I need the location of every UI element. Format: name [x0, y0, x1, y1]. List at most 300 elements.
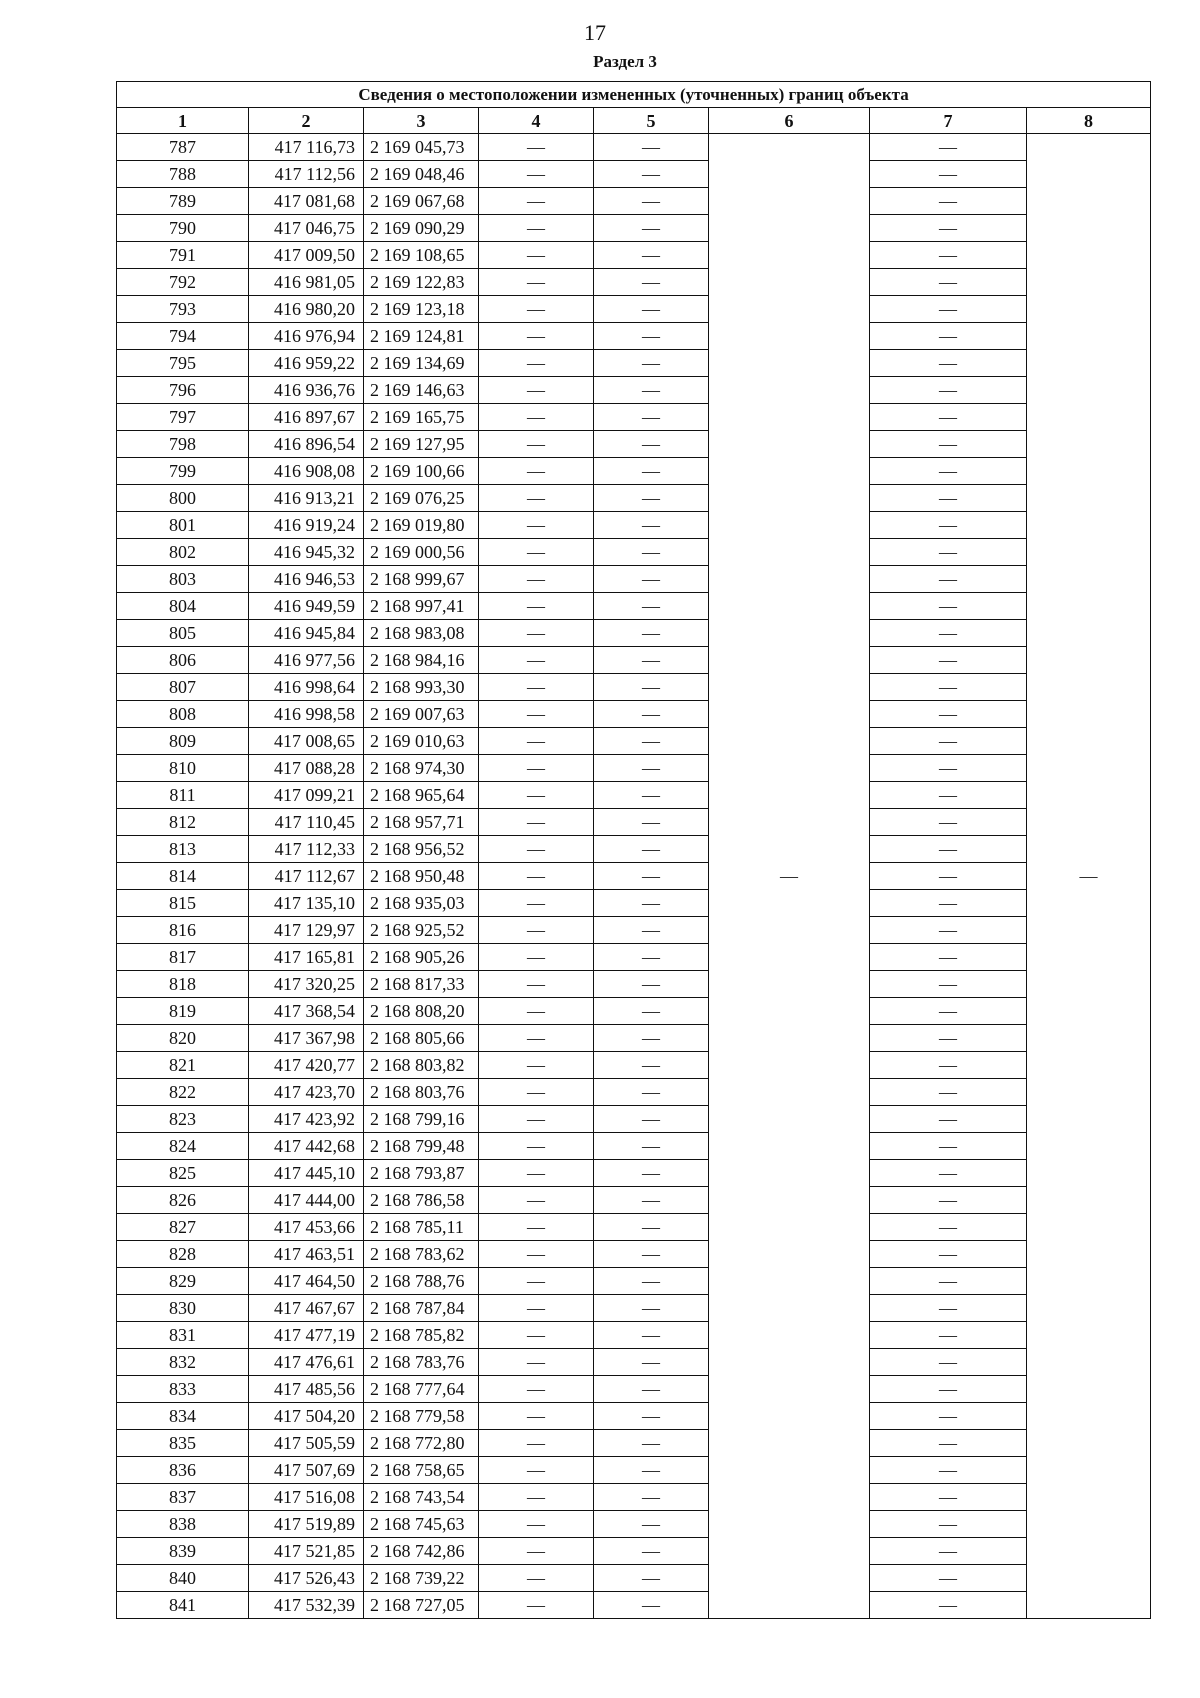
column-4-cell: — — [479, 134, 594, 161]
column-7-cell: — — [870, 1160, 1027, 1187]
point-number-cell: 829 — [117, 1268, 249, 1295]
x-coordinate-cell: 416 913,21 — [249, 485, 364, 512]
point-number-cell: 814 — [117, 863, 249, 890]
column-7-cell: — — [870, 1592, 1027, 1619]
y-coordinate-cell: 2 169 134,69 — [364, 350, 479, 377]
x-coordinate-cell: 417 420,77 — [249, 1052, 364, 1079]
column-7-cell: — — [870, 1187, 1027, 1214]
y-coordinate-cell: 2 168 788,76 — [364, 1268, 479, 1295]
column-4-cell: — — [479, 701, 594, 728]
column-5-cell: — — [594, 836, 709, 863]
table-row — [117, 1025, 1151, 1052]
point-number-cell: 834 — [117, 1403, 249, 1430]
x-coordinate-cell: 417 477,19 — [249, 1322, 364, 1349]
y-coordinate-cell: 2 168 743,54 — [364, 1484, 479, 1511]
column-7-cell: — — [870, 512, 1027, 539]
x-coordinate-cell: 417 088,28 — [249, 755, 364, 782]
column-4-cell: — — [479, 1376, 594, 1403]
column-4-cell: — — [479, 539, 594, 566]
point-number-cell: 811 — [117, 782, 249, 809]
column-7-cell: — — [870, 1430, 1027, 1457]
column-5-cell: — — [594, 1214, 709, 1241]
column-4-cell: — — [479, 1403, 594, 1430]
table-row — [117, 485, 1151, 512]
column-4-cell: — — [479, 1025, 594, 1052]
point-number-cell: 799 — [117, 458, 249, 485]
y-coordinate-cell: 2 168 983,08 — [364, 620, 479, 647]
column-5-cell: — — [594, 1349, 709, 1376]
x-coordinate-cell: 416 946,53 — [249, 566, 364, 593]
point-number-cell: 825 — [117, 1160, 249, 1187]
y-coordinate-cell: 2 169 108,65 — [364, 242, 479, 269]
table-row — [117, 1187, 1151, 1214]
column-number: 4 — [479, 108, 594, 134]
y-coordinate-cell: 2 168 993,30 — [364, 674, 479, 701]
column-5-cell: — — [594, 134, 709, 161]
column-5-cell: — — [594, 998, 709, 1025]
column-5-cell: — — [594, 485, 709, 512]
point-number-cell: 804 — [117, 593, 249, 620]
table-row — [117, 998, 1151, 1025]
table-row — [117, 620, 1151, 647]
y-coordinate-cell: 2 168 777,64 — [364, 1376, 479, 1403]
y-coordinate-cell: 2 168 803,76 — [364, 1079, 479, 1106]
table-body — [117, 134, 1151, 1619]
column-4-cell: — — [479, 188, 594, 215]
column-7-cell: — — [870, 404, 1027, 431]
column-4-cell: — — [479, 1349, 594, 1376]
column-4-cell: — — [479, 809, 594, 836]
column-4-cell: — — [479, 863, 594, 890]
table-row — [117, 944, 1151, 971]
x-coordinate-cell: 416 936,76 — [249, 377, 364, 404]
column-7-cell: — — [870, 782, 1027, 809]
column-5-cell: — — [594, 188, 709, 215]
point-number-cell: 819 — [117, 998, 249, 1025]
column-7-cell: — — [870, 1106, 1027, 1133]
point-number-cell: 790 — [117, 215, 249, 242]
point-number-cell: 797 — [117, 404, 249, 431]
point-number-cell: 824 — [117, 1133, 249, 1160]
column-7-cell: — — [870, 215, 1027, 242]
x-coordinate-cell: 417 116,73 — [249, 134, 364, 161]
table-row — [117, 782, 1151, 809]
column-5-cell: — — [594, 1295, 709, 1322]
y-coordinate-cell: 2 169 045,73 — [364, 134, 479, 161]
coordinates-table — [116, 81, 1151, 1619]
point-number-cell: 818 — [117, 971, 249, 998]
y-coordinate-cell: 2 168 742,86 — [364, 1538, 479, 1565]
table-row — [117, 1376, 1151, 1403]
column-5-cell: — — [594, 971, 709, 998]
column-4-cell: — — [479, 944, 594, 971]
table-row — [117, 323, 1151, 350]
column-7-cell: — — [870, 944, 1027, 971]
y-coordinate-cell: 2 168 950,48 — [364, 863, 479, 890]
table-row — [117, 431, 1151, 458]
y-coordinate-cell: 2 169 100,66 — [364, 458, 479, 485]
column-7-cell: — — [870, 1079, 1027, 1106]
x-coordinate-cell: 417 504,20 — [249, 1403, 364, 1430]
x-coordinate-cell: 417 532,39 — [249, 1592, 364, 1619]
column-4-cell: — — [479, 296, 594, 323]
x-coordinate-cell: 416 897,67 — [249, 404, 364, 431]
y-coordinate-cell: 2 168 997,41 — [364, 593, 479, 620]
column-5-cell: — — [594, 1592, 709, 1619]
point-number-cell: 796 — [117, 377, 249, 404]
x-coordinate-cell: 417 505,59 — [249, 1430, 364, 1457]
y-coordinate-cell: 2 168 786,58 — [364, 1187, 479, 1214]
column-4-cell: — — [479, 1160, 594, 1187]
column-4-cell: — — [479, 1538, 594, 1565]
x-coordinate-cell: 417 112,56 — [249, 161, 364, 188]
x-coordinate-cell: 417 423,92 — [249, 1106, 364, 1133]
table-row — [117, 1106, 1151, 1133]
column-4-cell: — — [479, 1484, 594, 1511]
table-row — [117, 971, 1151, 998]
column-4-cell: — — [479, 998, 594, 1025]
table-row — [117, 1592, 1151, 1619]
point-number-cell: 836 — [117, 1457, 249, 1484]
column-5-cell: — — [594, 566, 709, 593]
column-7-cell: — — [870, 890, 1027, 917]
table-row — [117, 161, 1151, 188]
column-5-cell: — — [594, 296, 709, 323]
column-4-cell: — — [479, 512, 594, 539]
column-7-cell: — — [870, 1403, 1027, 1430]
column-5-cell: — — [594, 701, 709, 728]
column-4-cell: — — [479, 1052, 594, 1079]
column-5-cell: — — [594, 1133, 709, 1160]
table-row — [117, 242, 1151, 269]
table-row — [117, 1079, 1151, 1106]
x-coordinate-cell: 416 981,05 — [249, 269, 364, 296]
column-4-cell: — — [479, 485, 594, 512]
point-number-cell: 812 — [117, 809, 249, 836]
column-4-cell: — — [479, 728, 594, 755]
column-4-cell: — — [479, 458, 594, 485]
y-coordinate-cell: 2 169 127,95 — [364, 431, 479, 458]
point-number-cell: 792 — [117, 269, 249, 296]
point-number-cell: 820 — [117, 1025, 249, 1052]
column-7-cell: — — [870, 269, 1027, 296]
column-8-merged-cell: — — [1027, 134, 1151, 1619]
y-coordinate-cell: 2 168 803,82 — [364, 1052, 479, 1079]
x-coordinate-cell: 417 367,98 — [249, 1025, 364, 1052]
point-number-cell: 809 — [117, 728, 249, 755]
y-coordinate-cell: 2 168 785,82 — [364, 1322, 479, 1349]
point-number-cell: 815 — [117, 890, 249, 917]
point-number-cell: 803 — [117, 566, 249, 593]
column-7-cell: — — [870, 836, 1027, 863]
point-number-cell: 795 — [117, 350, 249, 377]
column-7-cell: — — [870, 134, 1027, 161]
column-5-cell: — — [594, 1079, 709, 1106]
y-coordinate-cell: 2 168 783,62 — [364, 1241, 479, 1268]
table-row — [117, 674, 1151, 701]
column-7-cell: — — [870, 647, 1027, 674]
x-coordinate-cell: 416 998,64 — [249, 674, 364, 701]
column-4-cell: — — [479, 647, 594, 674]
column-7-cell: — — [870, 1133, 1027, 1160]
point-number-cell: 831 — [117, 1322, 249, 1349]
point-number-cell: 807 — [117, 674, 249, 701]
column-7-cell: — — [870, 620, 1027, 647]
column-5-cell: — — [594, 1403, 709, 1430]
table-row — [117, 1403, 1151, 1430]
point-number-cell: 817 — [117, 944, 249, 971]
x-coordinate-cell: 417 526,43 — [249, 1565, 364, 1592]
x-coordinate-cell: 417 467,67 — [249, 1295, 364, 1322]
column-5-cell: — — [594, 458, 709, 485]
x-coordinate-cell: 417 112,67 — [249, 863, 364, 890]
column-5-cell: — — [594, 1187, 709, 1214]
y-coordinate-cell: 2 168 999,67 — [364, 566, 479, 593]
table-row — [117, 1538, 1151, 1565]
table-row — [117, 809, 1151, 836]
x-coordinate-cell: 417 112,33 — [249, 836, 364, 863]
column-5-cell: — — [594, 728, 709, 755]
point-number-cell: 788 — [117, 161, 249, 188]
point-number-cell: 821 — [117, 1052, 249, 1079]
table-row — [117, 917, 1151, 944]
y-coordinate-cell: 2 168 783,76 — [364, 1349, 479, 1376]
column-7-cell: — — [870, 1025, 1027, 1052]
column-5-cell: — — [594, 512, 709, 539]
column-4-cell: — — [479, 377, 594, 404]
y-coordinate-cell: 2 168 799,16 — [364, 1106, 479, 1133]
column-5-cell: — — [594, 1565, 709, 1592]
y-coordinate-cell: 2 169 123,18 — [364, 296, 479, 323]
x-coordinate-cell: 417 516,08 — [249, 1484, 364, 1511]
column-5-cell: — — [594, 539, 709, 566]
point-number-cell: 822 — [117, 1079, 249, 1106]
column-number-row — [117, 108, 1151, 134]
point-number-cell: 828 — [117, 1241, 249, 1268]
column-7-cell: — — [870, 1052, 1027, 1079]
column-5-cell: — — [594, 1322, 709, 1349]
y-coordinate-cell: 2 169 048,46 — [364, 161, 479, 188]
column-5-cell: — — [594, 377, 709, 404]
column-7-cell: — — [870, 1214, 1027, 1241]
column-7-cell: — — [870, 701, 1027, 728]
column-4-cell: — — [479, 242, 594, 269]
x-coordinate-cell: 417 464,50 — [249, 1268, 364, 1295]
column-5-cell: — — [594, 782, 709, 809]
table-row — [117, 890, 1151, 917]
column-4-cell: — — [479, 323, 594, 350]
x-coordinate-cell: 417 445,10 — [249, 1160, 364, 1187]
column-5-cell: — — [594, 215, 709, 242]
x-coordinate-cell: 417 081,68 — [249, 188, 364, 215]
x-coordinate-cell: 417 423,70 — [249, 1079, 364, 1106]
column-5-cell: — — [594, 917, 709, 944]
x-coordinate-cell: 417 463,51 — [249, 1241, 364, 1268]
y-coordinate-cell: 2 168 925,52 — [364, 917, 479, 944]
x-coordinate-cell: 417 521,85 — [249, 1538, 364, 1565]
column-7-cell: — — [870, 188, 1027, 215]
column-7-cell: — — [870, 1457, 1027, 1484]
column-4-cell: — — [479, 1322, 594, 1349]
column-5-cell: — — [594, 269, 709, 296]
table-row — [117, 1457, 1151, 1484]
point-number-cell: 826 — [117, 1187, 249, 1214]
column-4-cell: — — [479, 890, 594, 917]
column-7-cell: — — [870, 1484, 1027, 1511]
y-coordinate-cell: 2 169 090,29 — [364, 215, 479, 242]
section-title: Раздел 3 — [593, 52, 657, 71]
x-coordinate-cell: 417 129,97 — [249, 917, 364, 944]
point-number-cell: 794 — [117, 323, 249, 350]
column-7-cell: — — [870, 566, 1027, 593]
column-number: 1 — [117, 108, 249, 134]
column-7-cell: — — [870, 809, 1027, 836]
column-4-cell: — — [479, 1079, 594, 1106]
x-coordinate-cell: 416 908,08 — [249, 458, 364, 485]
column-4-cell: — — [479, 269, 594, 296]
column-5-cell: — — [594, 1457, 709, 1484]
column-5-cell: — — [594, 1160, 709, 1187]
table-row — [117, 269, 1151, 296]
column-7-cell: — — [870, 1268, 1027, 1295]
point-number-cell: 840 — [117, 1565, 249, 1592]
column-number: 6 — [709, 108, 870, 134]
table-row — [117, 134, 1151, 161]
y-coordinate-cell: 2 168 805,66 — [364, 1025, 479, 1052]
point-number-cell: 827 — [117, 1214, 249, 1241]
y-coordinate-cell: 2 168 779,58 — [364, 1403, 479, 1430]
x-coordinate-cell: 417 453,66 — [249, 1214, 364, 1241]
table-row — [117, 647, 1151, 674]
column-7-cell: — — [870, 755, 1027, 782]
column-4-cell: — — [479, 593, 594, 620]
table-row — [117, 566, 1151, 593]
table-row — [117, 1511, 1151, 1538]
column-4-cell: — — [479, 620, 594, 647]
column-number: 5 — [594, 108, 709, 134]
column-7-cell: — — [870, 323, 1027, 350]
table-row — [117, 1349, 1151, 1376]
column-7-cell: — — [870, 1376, 1027, 1403]
y-coordinate-cell: 2 169 165,75 — [364, 404, 479, 431]
y-coordinate-cell: 2 169 122,83 — [364, 269, 479, 296]
column-7-cell: — — [870, 998, 1027, 1025]
column-5-cell: — — [594, 1106, 709, 1133]
column-4-cell: — — [479, 1430, 594, 1457]
x-coordinate-cell: 416 959,22 — [249, 350, 364, 377]
table-row — [117, 1133, 1151, 1160]
table-row — [117, 755, 1151, 782]
y-coordinate-cell: 2 168 905,26 — [364, 944, 479, 971]
column-7-cell: — — [870, 539, 1027, 566]
column-4-cell: — — [479, 1592, 594, 1619]
y-coordinate-cell: 2 168 965,64 — [364, 782, 479, 809]
y-coordinate-cell: 2 168 984,16 — [364, 647, 479, 674]
point-number-cell: 813 — [117, 836, 249, 863]
x-coordinate-cell: 416 980,20 — [249, 296, 364, 323]
table-row — [117, 701, 1151, 728]
column-7-cell: — — [870, 350, 1027, 377]
table-row — [117, 593, 1151, 620]
column-number: 3 — [364, 108, 479, 134]
table-row — [117, 377, 1151, 404]
table-row — [117, 1484, 1151, 1511]
column-5-cell: — — [594, 1538, 709, 1565]
table-row — [117, 404, 1151, 431]
column-5-cell: — — [594, 674, 709, 701]
x-coordinate-cell: 417 476,61 — [249, 1349, 364, 1376]
y-coordinate-cell: 2 168 974,30 — [364, 755, 479, 782]
column-number: 8 — [1027, 108, 1151, 134]
point-number-cell: 805 — [117, 620, 249, 647]
column-5-cell: — — [594, 1430, 709, 1457]
column-7-cell: — — [870, 971, 1027, 998]
column-5-cell: — — [594, 350, 709, 377]
x-coordinate-cell: 417 485,56 — [249, 1376, 364, 1403]
table-row — [117, 188, 1151, 215]
column-5-cell: — — [594, 863, 709, 890]
y-coordinate-cell: 2 169 019,80 — [364, 512, 479, 539]
x-coordinate-cell: 416 945,32 — [249, 539, 364, 566]
column-5-cell: — — [594, 890, 709, 917]
column-4-cell: — — [479, 971, 594, 998]
table-row — [117, 1295, 1151, 1322]
column-5-cell: — — [594, 647, 709, 674]
point-number-cell: 837 — [117, 1484, 249, 1511]
y-coordinate-cell: 2 168 787,84 — [364, 1295, 479, 1322]
column-7-cell: — — [870, 377, 1027, 404]
column-5-cell: — — [594, 1484, 709, 1511]
point-number-cell: 810 — [117, 755, 249, 782]
y-coordinate-cell: 2 168 956,52 — [364, 836, 479, 863]
column-4-cell: — — [479, 917, 594, 944]
column-7-cell: — — [870, 1538, 1027, 1565]
y-coordinate-cell: 2 168 957,71 — [364, 809, 479, 836]
point-number-cell: 833 — [117, 1376, 249, 1403]
column-7-cell: — — [870, 1511, 1027, 1538]
column-7-cell: — — [870, 242, 1027, 269]
column-5-cell: — — [594, 620, 709, 647]
column-7-cell: — — [870, 593, 1027, 620]
x-coordinate-cell: 417 110,45 — [249, 809, 364, 836]
point-number-cell: 839 — [117, 1538, 249, 1565]
table-row — [117, 836, 1151, 863]
table-row — [117, 863, 1151, 890]
column-5-cell: — — [594, 809, 709, 836]
x-coordinate-cell: 416 919,24 — [249, 512, 364, 539]
column-7-cell: — — [870, 1322, 1027, 1349]
x-coordinate-cell: 417 135,10 — [249, 890, 364, 917]
column-5-cell: — — [594, 1376, 709, 1403]
column-4-cell: — — [479, 350, 594, 377]
table-row — [117, 1268, 1151, 1295]
x-coordinate-cell: 416 977,56 — [249, 647, 364, 674]
table-row — [117, 1565, 1151, 1592]
column-7-cell: — — [870, 917, 1027, 944]
table-row — [117, 350, 1151, 377]
point-number-cell: 789 — [117, 188, 249, 215]
point-number-cell: 793 — [117, 296, 249, 323]
column-4-cell: — — [479, 1241, 594, 1268]
y-coordinate-cell: 2 169 000,56 — [364, 539, 479, 566]
column-5-cell: — — [594, 161, 709, 188]
column-5-cell: — — [594, 404, 709, 431]
point-number-cell: 806 — [117, 647, 249, 674]
column-5-cell: — — [594, 1241, 709, 1268]
y-coordinate-cell: 2 169 146,63 — [364, 377, 479, 404]
y-coordinate-cell: 2 168 758,65 — [364, 1457, 479, 1484]
table-row — [117, 1430, 1151, 1457]
